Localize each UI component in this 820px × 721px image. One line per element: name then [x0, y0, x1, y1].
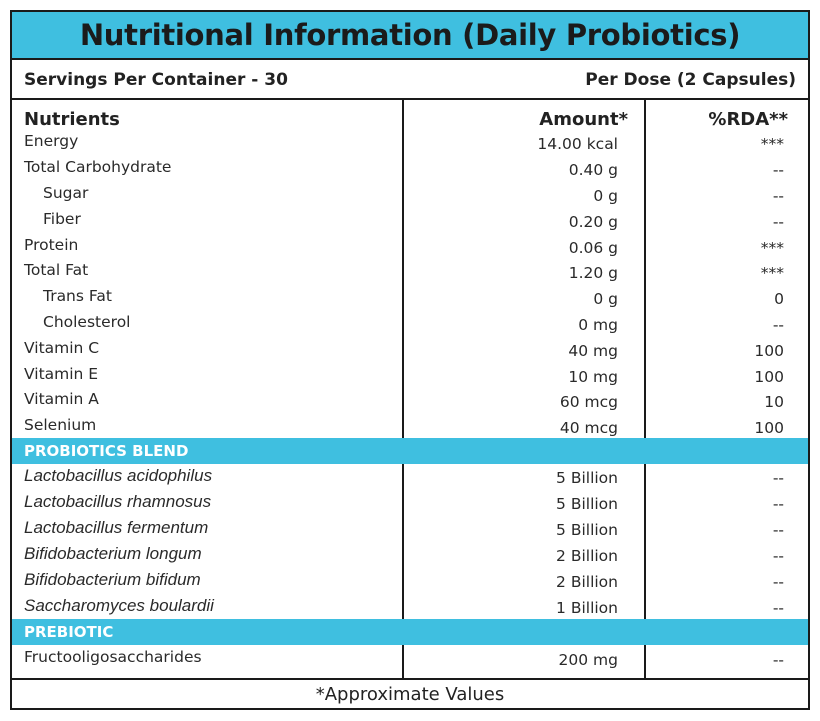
nutrient-name: Total Fat — [24, 261, 89, 279]
panel-title: Nutritional Information (Daily Probiotics) — [79, 18, 741, 52]
nutrient-rda: -- — [772, 161, 784, 179]
column-header-row — [12, 109, 808, 131]
probiotics-section-header — [12, 438, 808, 464]
nutrient-row — [12, 390, 808, 414]
nutrient-amount: 60 mcg — [559, 393, 618, 411]
probiotics-section-label: PROBIOTICS BLEND — [24, 442, 189, 460]
nutrient-name: Trans Fat — [43, 287, 112, 305]
nutrient-row — [12, 236, 808, 260]
prebiotic-rda: -- — [772, 651, 784, 669]
nutrient-rda: 100 — [754, 342, 784, 360]
nutrient-rda: -- — [772, 316, 784, 334]
nutrient-name: Vitamin C — [24, 339, 100, 357]
nutrient-amount: 10 mg — [568, 368, 618, 386]
probiotic-rda: -- — [772, 469, 784, 487]
probiotic-amount: 5 Billion — [556, 469, 618, 487]
nutrient-row — [12, 132, 808, 156]
nutrient-name: Selenium — [24, 416, 97, 434]
nutrient-amount: 14.00 kcal — [537, 135, 618, 153]
nutrient-rda: 0 — [774, 290, 784, 308]
nutrient-name: Sugar — [43, 184, 89, 202]
nutrient-row — [12, 365, 808, 389]
nutrient-rda: *** — [760, 264, 784, 282]
nutrient-row — [12, 339, 808, 363]
nutrient-name: Total Carbohydrate — [24, 158, 172, 176]
footer — [12, 680, 808, 708]
nutrient-row — [12, 261, 808, 285]
probiotic-rda: -- — [772, 573, 784, 591]
nutrient-name: Energy — [24, 132, 79, 150]
nutrient-name: Vitamin A — [24, 390, 99, 408]
probiotic-rda: -- — [772, 495, 784, 513]
probiotic-row — [12, 596, 808, 620]
probiotic-name: Lactobacillus rhamnosus — [24, 492, 212, 511]
prebiotic-section-label: PREBIOTIC — [24, 623, 114, 641]
nutrient-amount: 40 mg — [568, 342, 618, 360]
probiotic-amount: 5 Billion — [556, 495, 618, 513]
nutrient-rda: 10 — [764, 393, 784, 411]
nutrient-row — [12, 184, 808, 208]
nutrient-rda: *** — [760, 239, 784, 257]
nutrient-rda: -- — [772, 187, 784, 205]
probiotic-row — [12, 570, 808, 594]
header-nutrients: Nutrients — [24, 109, 120, 130]
nutrient-rda: 100 — [754, 368, 784, 386]
nutrient-amount: 0 mg — [578, 316, 618, 334]
servings-per-container: Servings Per Container - 30 — [24, 70, 288, 90]
nutrient-name: Fiber — [43, 210, 81, 228]
nutrient-row — [12, 313, 808, 337]
nutrient-name: Vitamin E — [24, 365, 99, 383]
probiotic-rda: -- — [772, 521, 784, 539]
header-amount: Amount* — [539, 109, 628, 130]
probiotic-name: Bifidobacterium longum — [24, 544, 202, 563]
per-dose: Per Dose (2 Capsules) — [585, 70, 796, 90]
nutrient-row — [12, 210, 808, 234]
nutrient-name: Cholesterol — [43, 313, 131, 331]
nutrient-amount: 40 mcg — [559, 419, 618, 437]
nutrient-amount: 0 g — [593, 187, 618, 205]
nutrient-row — [12, 416, 808, 440]
prebiotic-row — [12, 648, 808, 672]
nutrition-panel — [10, 10, 810, 710]
probiotic-row — [12, 544, 808, 568]
nutrient-rda: -- — [772, 213, 784, 231]
nutrient-amount: 0.20 g — [568, 213, 618, 231]
title-bar — [12, 12, 808, 60]
probiotic-rda: -- — [772, 599, 784, 617]
probiotic-name: Bifidobacterium bifidum — [24, 570, 201, 589]
serving-info-row — [12, 62, 808, 100]
prebiotic-amount: 200 mg — [558, 651, 618, 669]
nutrient-rda: 100 — [754, 419, 784, 437]
probiotic-name: Lactobacillus acidophilus — [24, 466, 213, 485]
probiotic-amount: 2 Billion — [556, 573, 618, 591]
probiotic-row — [12, 518, 808, 542]
prebiotic-section-header — [12, 619, 808, 645]
probiotic-rda: -- — [772, 547, 784, 565]
probiotic-amount: 5 Billion — [556, 521, 618, 539]
nutrient-amount: 0.06 g — [568, 239, 618, 257]
nutrient-rda: *** — [760, 135, 784, 153]
probiotic-amount: 1 Billion — [556, 599, 618, 617]
approximate-values-note: *Approximate Values — [315, 683, 505, 705]
prebiotic-name: Fructooligosaccharides — [24, 648, 202, 666]
probiotic-row — [12, 466, 808, 490]
probiotic-row — [12, 492, 808, 516]
header-rda: %RDA** — [708, 109, 788, 130]
nutrient-amount: 0 g — [593, 290, 618, 308]
probiotic-name: Saccharomyces boulardii — [24, 596, 214, 615]
nutrient-amount: 0.40 g — [568, 161, 618, 179]
nutrient-amount: 1.20 g — [568, 264, 618, 282]
probiotic-name: Lactobacillus fermentum — [24, 518, 209, 537]
nutrient-row — [12, 287, 808, 311]
probiotic-amount: 2 Billion — [556, 547, 618, 565]
nutrient-row — [12, 158, 808, 182]
nutrient-name: Protein — [24, 236, 79, 254]
